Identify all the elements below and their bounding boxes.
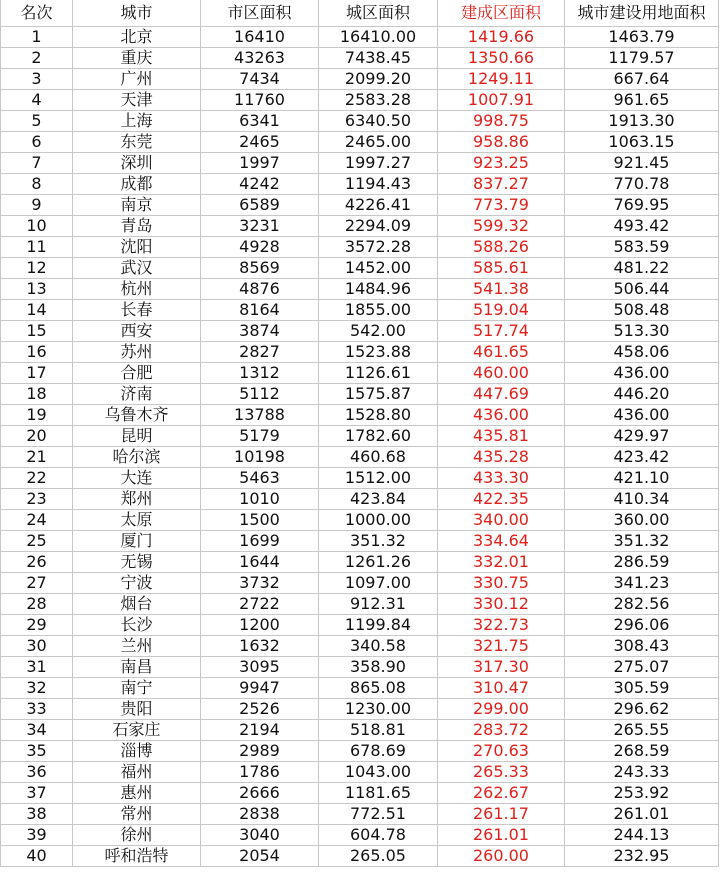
rank-cell: 21	[1, 447, 73, 468]
rank-cell: 4	[1, 90, 73, 111]
district-area-cell: 1523.88	[319, 342, 438, 363]
rank-cell: 38	[1, 804, 73, 825]
built-up-area-cell: 519.04	[438, 300, 565, 321]
city-cell: 西安	[73, 321, 201, 342]
rank-cell: 36	[1, 762, 73, 783]
urban-area-cell: 4242	[201, 174, 319, 195]
construction-land-cell: 243.33	[565, 762, 719, 783]
city-cell: 沈阳	[73, 237, 201, 258]
city-cell: 东莞	[73, 132, 201, 153]
table-row	[1, 573, 719, 594]
rank-cell: 18	[1, 384, 73, 405]
urban-area-cell: 6341	[201, 111, 319, 132]
urban-area-cell: 2194	[201, 720, 319, 741]
built-up-area-cell: 330.75	[438, 573, 565, 594]
table-row	[1, 846, 719, 867]
construction-land-cell: 410.34	[565, 489, 719, 510]
rank-cell: 28	[1, 594, 73, 615]
district-area-cell: 1000.00	[319, 510, 438, 531]
urban-area-cell: 3231	[201, 216, 319, 237]
district-area-cell: 2294.09	[319, 216, 438, 237]
rank-cell: 9	[1, 195, 73, 216]
district-area-cell: 865.08	[319, 678, 438, 699]
urban-area-cell: 1699	[201, 531, 319, 552]
district-area-cell: 6340.50	[319, 111, 438, 132]
table-row	[1, 195, 719, 216]
district-area-cell: 2583.28	[319, 90, 438, 111]
district-area-cell: 2099.20	[319, 69, 438, 90]
built-up-area-cell: 1350.66	[438, 48, 565, 69]
construction-land-cell: 232.95	[565, 846, 719, 867]
urban-area-cell: 9947	[201, 678, 319, 699]
rank-cell: 2	[1, 48, 73, 69]
table-row	[1, 678, 719, 699]
district-area-cell: 542.00	[319, 321, 438, 342]
construction-land-cell: 513.30	[565, 321, 719, 342]
built-up-area-cell: 330.12	[438, 594, 565, 615]
urban-area-cell: 4876	[201, 279, 319, 300]
construction-land-cell: 506.44	[565, 279, 719, 300]
built-up-area-cell: 334.64	[438, 531, 565, 552]
urban-area-cell: 1010	[201, 489, 319, 510]
district-area-cell: 265.05	[319, 846, 438, 867]
built-up-area-cell: 599.32	[438, 216, 565, 237]
district-area-cell: 1043.00	[319, 762, 438, 783]
built-up-area-cell: 265.33	[438, 762, 565, 783]
table-row	[1, 153, 719, 174]
district-area-cell: 1782.60	[319, 426, 438, 447]
city-cell: 重庆	[73, 48, 201, 69]
table-row	[1, 384, 719, 405]
built-up-area-cell: 332.01	[438, 552, 565, 573]
built-up-area-cell: 461.65	[438, 342, 565, 363]
rank-cell: 20	[1, 426, 73, 447]
construction-land-cell: 1463.79	[565, 27, 719, 48]
built-up-area-cell: 460.00	[438, 363, 565, 384]
built-up-area-cell: 261.01	[438, 825, 565, 846]
rank-cell: 5	[1, 111, 73, 132]
construction-land-cell: 261.01	[565, 804, 719, 825]
rank-cell: 31	[1, 657, 73, 678]
rank-cell: 12	[1, 258, 73, 279]
built-up-area-cell: 588.26	[438, 237, 565, 258]
urban-area-cell: 2722	[201, 594, 319, 615]
built-up-area-cell: 321.75	[438, 636, 565, 657]
built-up-area-cell: 958.86	[438, 132, 565, 153]
table-row	[1, 699, 719, 720]
rank-cell: 1	[1, 27, 73, 48]
table-row	[1, 426, 719, 447]
city-cell: 苏州	[73, 342, 201, 363]
built-up-area-cell: 1419.66	[438, 27, 565, 48]
rank-cell: 10	[1, 216, 73, 237]
table-row	[1, 594, 719, 615]
built-up-area-cell: 447.69	[438, 384, 565, 405]
header-built-up-area: 建成区面积	[438, 0, 565, 27]
construction-land-cell: 244.13	[565, 825, 719, 846]
built-up-area-cell: 310.47	[438, 678, 565, 699]
urban-area-cell: 5112	[201, 384, 319, 405]
city-cell: 合肥	[73, 363, 201, 384]
table-row	[1, 111, 719, 132]
district-area-cell: 1575.87	[319, 384, 438, 405]
table-row	[1, 825, 719, 846]
city-cell: 昆明	[73, 426, 201, 447]
table-row	[1, 174, 719, 195]
district-area-cell: 1194.43	[319, 174, 438, 195]
urban-area-cell: 16410	[201, 27, 319, 48]
city-cell: 郑州	[73, 489, 201, 510]
construction-land-cell: 921.45	[565, 153, 719, 174]
district-area-cell: 1261.26	[319, 552, 438, 573]
rank-cell: 16	[1, 342, 73, 363]
rank-cell: 40	[1, 846, 73, 867]
rank-cell: 39	[1, 825, 73, 846]
rank-cell: 23	[1, 489, 73, 510]
rank-cell: 26	[1, 552, 73, 573]
district-area-cell: 1512.00	[319, 468, 438, 489]
table-row	[1, 489, 719, 510]
header-row	[1, 0, 719, 27]
rank-cell: 33	[1, 699, 73, 720]
city-cell: 青岛	[73, 216, 201, 237]
built-up-area-cell: 517.74	[438, 321, 565, 342]
table-row	[1, 69, 719, 90]
urban-area-cell: 1200	[201, 615, 319, 636]
district-area-cell: 460.68	[319, 447, 438, 468]
construction-land-cell: 1913.30	[565, 111, 719, 132]
construction-land-cell: 436.00	[565, 405, 719, 426]
table-row	[1, 216, 719, 237]
city-cell: 杭州	[73, 279, 201, 300]
construction-land-cell: 429.97	[565, 426, 719, 447]
city-cell: 北京	[73, 27, 201, 48]
construction-land-cell: 769.95	[565, 195, 719, 216]
rank-cell: 13	[1, 279, 73, 300]
city-cell: 厦门	[73, 531, 201, 552]
city-cell: 福州	[73, 762, 201, 783]
table-row	[1, 720, 719, 741]
district-area-cell: 1528.80	[319, 405, 438, 426]
construction-land-cell: 286.59	[565, 552, 719, 573]
urban-area-cell: 2526	[201, 699, 319, 720]
built-up-area-cell: 299.00	[438, 699, 565, 720]
city-cell: 太原	[73, 510, 201, 531]
city-cell: 南宁	[73, 678, 201, 699]
header-district-area: 城区面积	[319, 0, 438, 27]
urban-area-cell: 4928	[201, 237, 319, 258]
district-area-cell: 1855.00	[319, 300, 438, 321]
urban-area-cell: 1632	[201, 636, 319, 657]
city-cell: 武汉	[73, 258, 201, 279]
table-row	[1, 132, 719, 153]
urban-area-cell: 5179	[201, 426, 319, 447]
urban-area-cell: 1312	[201, 363, 319, 384]
urban-area-cell: 2666	[201, 783, 319, 804]
rank-cell: 8	[1, 174, 73, 195]
city-cell: 烟台	[73, 594, 201, 615]
construction-land-cell: 421.10	[565, 468, 719, 489]
table-row	[1, 90, 719, 111]
district-area-cell: 912.31	[319, 594, 438, 615]
header-urban-area: 市区面积	[201, 0, 319, 27]
header-construction-land-area: 城市建设用地面积	[565, 0, 719, 27]
built-up-area-cell: 1249.11	[438, 69, 565, 90]
construction-land-cell: 341.23	[565, 573, 719, 594]
urban-area-cell: 11760	[201, 90, 319, 111]
district-area-cell: 1097.00	[319, 573, 438, 594]
city-cell: 惠州	[73, 783, 201, 804]
rank-cell: 11	[1, 237, 73, 258]
urban-area-cell: 10198	[201, 447, 319, 468]
district-area-cell: 1484.96	[319, 279, 438, 300]
district-area-cell: 7438.45	[319, 48, 438, 69]
urban-area-cell: 3040	[201, 825, 319, 846]
district-area-cell: 1199.84	[319, 615, 438, 636]
urban-area-cell: 43263	[201, 48, 319, 69]
rank-cell: 30	[1, 636, 73, 657]
city-cell: 无锡	[73, 552, 201, 573]
district-area-cell: 1181.65	[319, 783, 438, 804]
built-up-area-cell: 436.00	[438, 405, 565, 426]
rank-cell: 32	[1, 678, 73, 699]
construction-land-cell: 961.65	[565, 90, 719, 111]
rank-cell: 37	[1, 783, 73, 804]
district-area-cell: 678.69	[319, 741, 438, 762]
urban-area-cell: 3095	[201, 657, 319, 678]
table-row	[1, 27, 719, 48]
built-up-area-cell: 340.00	[438, 510, 565, 531]
header-rank: 名次	[1, 0, 73, 27]
rank-cell: 3	[1, 69, 73, 90]
urban-area-cell: 13788	[201, 405, 319, 426]
rank-cell: 6	[1, 132, 73, 153]
rank-cell: 27	[1, 573, 73, 594]
city-cell: 淄博	[73, 741, 201, 762]
built-up-area-cell: 270.63	[438, 741, 565, 762]
table-row	[1, 636, 719, 657]
city-cell: 徐州	[73, 825, 201, 846]
urban-area-cell: 8164	[201, 300, 319, 321]
table-row	[1, 741, 719, 762]
header-city: 城市	[73, 0, 201, 27]
built-up-area-cell: 923.25	[438, 153, 565, 174]
table-row	[1, 783, 719, 804]
city-cell: 天津	[73, 90, 201, 111]
district-area-cell: 423.84	[319, 489, 438, 510]
built-up-area-cell: 998.75	[438, 111, 565, 132]
table-row	[1, 447, 719, 468]
urban-area-cell: 6589	[201, 195, 319, 216]
district-area-cell: 1452.00	[319, 258, 438, 279]
rank-cell: 15	[1, 321, 73, 342]
built-up-area-cell: 260.00	[438, 846, 565, 867]
construction-land-cell: 275.07	[565, 657, 719, 678]
built-up-area-cell: 262.67	[438, 783, 565, 804]
built-up-area-cell: 773.79	[438, 195, 565, 216]
table-row	[1, 552, 719, 573]
construction-land-cell: 296.62	[565, 699, 719, 720]
construction-land-cell: 351.32	[565, 531, 719, 552]
table-row	[1, 762, 719, 783]
construction-land-cell: 268.59	[565, 741, 719, 762]
table-row	[1, 510, 719, 531]
built-up-area-cell: 317.30	[438, 657, 565, 678]
built-up-area-cell: 283.72	[438, 720, 565, 741]
table-row	[1, 615, 719, 636]
built-up-area-cell: 422.35	[438, 489, 565, 510]
table-row	[1, 405, 719, 426]
built-up-area-cell: 837.27	[438, 174, 565, 195]
city-cell: 哈尔滨	[73, 447, 201, 468]
construction-land-cell: 508.48	[565, 300, 719, 321]
built-up-area-cell: 541.38	[438, 279, 565, 300]
urban-area-cell: 2827	[201, 342, 319, 363]
district-area-cell: 1126.61	[319, 363, 438, 384]
table-row	[1, 321, 719, 342]
rank-cell: 24	[1, 510, 73, 531]
city-cell: 广州	[73, 69, 201, 90]
urban-area-cell: 2838	[201, 804, 319, 825]
urban-area-cell: 5463	[201, 468, 319, 489]
table-row	[1, 237, 719, 258]
city-cell: 成都	[73, 174, 201, 195]
rank-cell: 19	[1, 405, 73, 426]
construction-land-cell: 282.56	[565, 594, 719, 615]
construction-land-cell: 308.43	[565, 636, 719, 657]
urban-area-cell: 2989	[201, 741, 319, 762]
table-row	[1, 279, 719, 300]
district-area-cell: 351.32	[319, 531, 438, 552]
urban-area-cell: 1644	[201, 552, 319, 573]
rank-cell: 14	[1, 300, 73, 321]
city-cell: 宁波	[73, 573, 201, 594]
table-row	[1, 258, 719, 279]
district-area-cell: 772.51	[319, 804, 438, 825]
built-up-area-cell: 435.81	[438, 426, 565, 447]
city-cell: 南昌	[73, 657, 201, 678]
table-row	[1, 48, 719, 69]
construction-land-cell: 1063.15	[565, 132, 719, 153]
district-area-cell: 604.78	[319, 825, 438, 846]
district-area-cell: 16410.00	[319, 27, 438, 48]
city-cell: 南京	[73, 195, 201, 216]
construction-land-cell: 458.06	[565, 342, 719, 363]
city-cell: 深圳	[73, 153, 201, 174]
rank-cell: 35	[1, 741, 73, 762]
construction-land-cell: 770.78	[565, 174, 719, 195]
city-cell: 长春	[73, 300, 201, 321]
city-cell: 乌鲁木齐	[73, 405, 201, 426]
construction-land-cell: 481.22	[565, 258, 719, 279]
urban-area-cell: 2054	[201, 846, 319, 867]
construction-land-cell: 1179.57	[565, 48, 719, 69]
district-area-cell: 518.81	[319, 720, 438, 741]
built-up-area-cell: 1007.91	[438, 90, 565, 111]
district-area-cell: 3572.28	[319, 237, 438, 258]
construction-land-cell: 253.92	[565, 783, 719, 804]
rank-cell: 34	[1, 720, 73, 741]
district-area-cell: 1997.27	[319, 153, 438, 174]
district-area-cell: 358.90	[319, 657, 438, 678]
urban-area-cell: 3732	[201, 573, 319, 594]
built-up-area-cell: 433.30	[438, 468, 565, 489]
table-row	[1, 342, 719, 363]
construction-land-cell: 446.20	[565, 384, 719, 405]
rank-cell: 22	[1, 468, 73, 489]
urban-area-cell: 2465	[201, 132, 319, 153]
built-up-area-cell: 322.73	[438, 615, 565, 636]
construction-land-cell: 493.42	[565, 216, 719, 237]
urban-area-cell: 8569	[201, 258, 319, 279]
urban-area-cell: 1997	[201, 153, 319, 174]
construction-land-cell: 360.00	[565, 510, 719, 531]
city-cell: 常州	[73, 804, 201, 825]
construction-land-cell: 305.59	[565, 678, 719, 699]
rank-cell: 17	[1, 363, 73, 384]
urban-area-cell: 7434	[201, 69, 319, 90]
city-cell: 济南	[73, 384, 201, 405]
table-row	[1, 657, 719, 678]
city-cell: 大连	[73, 468, 201, 489]
table-row	[1, 531, 719, 552]
table-body	[1, 27, 719, 867]
construction-land-cell: 583.59	[565, 237, 719, 258]
construction-land-cell: 423.42	[565, 447, 719, 468]
urban-area-cell: 1786	[201, 762, 319, 783]
built-up-area-cell: 435.28	[438, 447, 565, 468]
city-cell: 长沙	[73, 615, 201, 636]
table-row	[1, 300, 719, 321]
district-area-cell: 4226.41	[319, 195, 438, 216]
table-row	[1, 804, 719, 825]
urban-area-cell: 3874	[201, 321, 319, 342]
city-cell: 呼和浩特	[73, 846, 201, 867]
table-row	[1, 363, 719, 384]
rank-cell: 7	[1, 153, 73, 174]
rank-cell: 25	[1, 531, 73, 552]
city-cell: 兰州	[73, 636, 201, 657]
built-up-area-cell: 585.61	[438, 258, 565, 279]
district-area-cell: 2465.00	[319, 132, 438, 153]
construction-land-cell: 265.55	[565, 720, 719, 741]
rank-cell: 29	[1, 615, 73, 636]
district-area-cell: 1230.00	[319, 699, 438, 720]
city-cell: 上海	[73, 111, 201, 132]
construction-land-cell: 436.00	[565, 363, 719, 384]
construction-land-cell: 296.06	[565, 615, 719, 636]
urban-area-cell: 1500	[201, 510, 319, 531]
district-area-cell: 340.58	[319, 636, 438, 657]
table-row	[1, 468, 719, 489]
construction-land-cell: 667.64	[565, 69, 719, 90]
built-up-area-cell: 261.17	[438, 804, 565, 825]
city-cell: 石家庄	[73, 720, 201, 741]
city-cell: 贵阳	[73, 699, 201, 720]
